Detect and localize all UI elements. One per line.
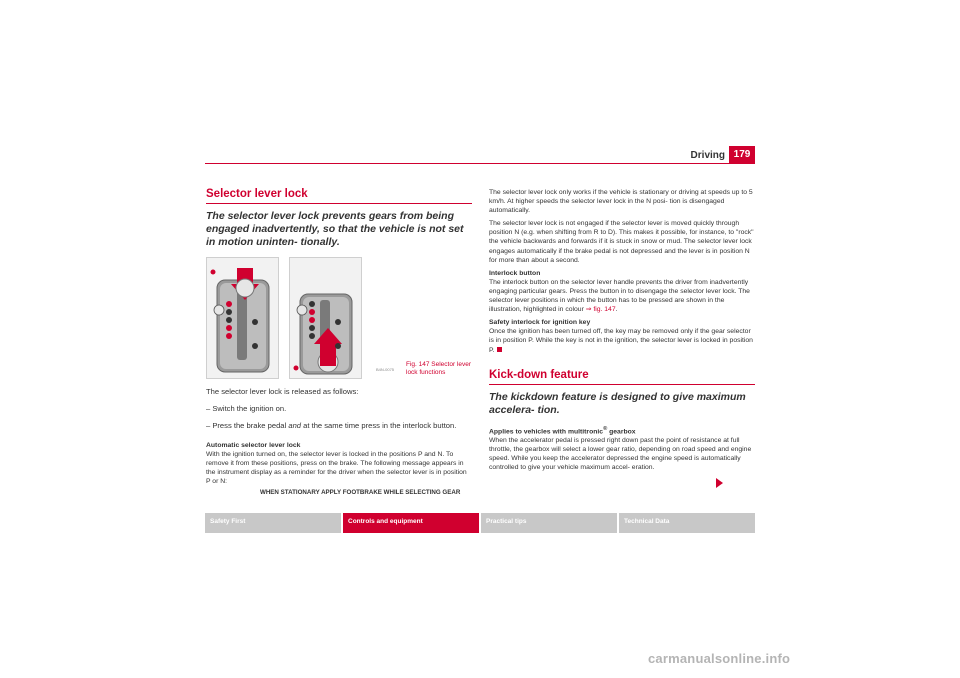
left-column <box>206 188 472 496</box>
tab-controls-and-equipment[interactable]: Controls and equipment <box>343 513 479 533</box>
step-brake-pedal: – Press the brake pedal and at the same time press in the interlock button. <box>206 421 457 430</box>
display-message: WHEN STATIONARY APPLY FOOTBRAKE WHILE SELECTING GEAR <box>260 489 461 497</box>
watermark: carmanualsonline.info <box>648 651 791 666</box>
gear-gate-diagram-b <box>290 258 363 380</box>
automatic-lock-heading: Automatic selector lever lock <box>206 442 301 449</box>
step-ignition-on: – Switch the ignition on. <box>206 404 287 413</box>
figure-147 <box>206 257 472 379</box>
continue-arrow-icon <box>716 478 723 488</box>
automatic-lock-text: With the ignition turned on, the selector lever is locked in the positions P and N. To remove it from these positions, press on the brake. The following message appears in the instrument display as a reminder for the driver when the selector lever is in position P or N: <box>206 451 467 486</box>
section-heading-kick-down: Kick-down feature <box>489 369 755 385</box>
gear-gate-diagram-a <box>207 258 280 380</box>
interlock-heading: Interlock button <box>489 269 541 277</box>
kick-down-subtitle: The kickdown feature is designed to give maximum accelera- tion. <box>489 390 746 416</box>
section-title: Driving <box>690 150 725 161</box>
interlock-text: The interlock button on the selector lever handle prevents the driver from inadvertently engaging particular gears. Press the button in to disengage the selector lever lock. The selector lever positions in which the button has to be pressed are shown in the illustration, highlighted in colour ⇒ fig. 147. <box>489 278 750 314</box>
lock-rocking-text: The selector lever lock is not engaged if the selector lever is moved quickly through position N (e.g. when shifting from R to D). This makes it possible, for instance, to "rock" the vehicle backwards and forwards if it is stuck in snow or mud. The selector lever lock engages automatically if the brake pedal is not depressed and the lever is in position N for more than about a second. <box>489 220 754 264</box>
tab-technical-data[interactable]: Technical Data <box>619 513 755 533</box>
kick-down-section <box>489 369 755 473</box>
tab-practical-tips[interactable]: Practical tips <box>481 513 617 533</box>
release-intro: The selector lever lock is released as follows: <box>206 387 359 396</box>
safety-interlock-heading: Safety interlock for ignition key <box>489 319 591 327</box>
header-rule <box>205 163 755 164</box>
end-of-section-icon <box>497 347 502 352</box>
selector-lever-illustration-b <box>289 257 362 379</box>
page-number: 179 <box>729 146 755 164</box>
release-instructions <box>206 386 472 431</box>
figure-caption: Fig. 147 Selector lever lock functions <box>406 361 472 376</box>
selector-lever-illustration-a <box>206 257 279 379</box>
kick-down-applies-heading: Applies to vehicles with multitronic® gearbox <box>489 425 636 435</box>
running-head <box>205 146 755 164</box>
figure-code: B4N-0075 <box>376 367 395 372</box>
safety-interlock-text: Once the ignition has been turned off, the key may be removed only if the gear selector is in position P. While the key is not in the ignition, the selector lever is locked in position P. <box>489 328 753 354</box>
chapter-tabs <box>205 513 755 533</box>
kick-down-text: When the accelerator pedal is pressed right down past the point of resistance at full throttle, the gearbox will select a lower gear ratio, depending on road speed and engine speed. While you keep the accelerator depressed the engine speed is automatically controlled to give your vehicle maximum accel- eration. <box>489 436 752 472</box>
section-subtitle: The selector lever lock prevents gears from being engaged inadvertently, so that the vehicle is not set in motion uninten- tionally. <box>206 210 464 248</box>
section-heading-selector-lever-lock: Selector lever lock <box>206 188 472 204</box>
right-column <box>489 188 755 472</box>
tab-safety-first[interactable]: Safety First <box>205 513 341 533</box>
figure-reference-link[interactable]: ⇒ fig. 147 <box>585 306 616 314</box>
lock-speed-text: The selector lever lock only works if the vehicle is stationary or driving at speeds up to 5 km/h. At higher speeds the selector lever lock in the N posi- tion is disengaged automatically. <box>489 189 753 215</box>
